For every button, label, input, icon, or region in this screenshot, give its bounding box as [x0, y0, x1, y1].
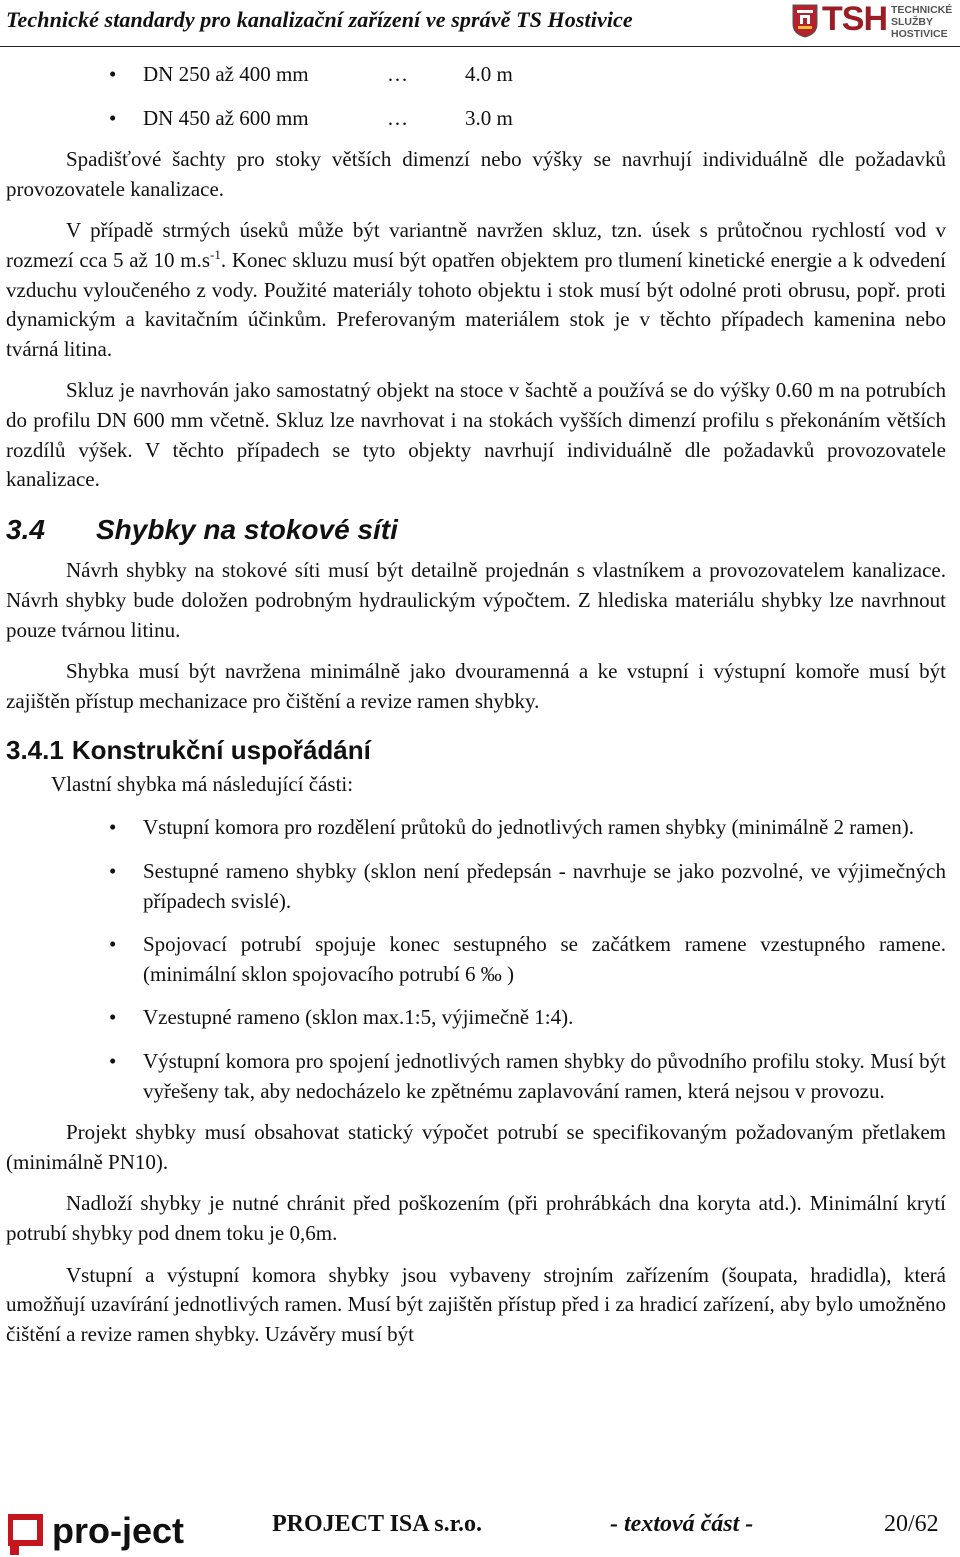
list-item: • Vstupní komora pro rozdělení průtoků do jednotlivých ramen shybky (minimálně 2 ramen).: [6, 813, 946, 843]
list-item: • DN 450 až 600 mm … 3.0 m: [6, 104, 946, 134]
paragraph: V případě strmých úseků může být variantně navržen skluz, tzn. úsek s průtočnou rychlostí vod v rozmezí cca 5 až 10 $m.s^{-1}$. Konec skluzu musí být opatřen objektem pro tlumení kinetické energie a k odvedení vzduchu vyloučeného z vody. Použité materiály tohoto objektu i stok musí být odolné proti obrusu, popř. proti dynamickým a kavitačním účinkům. Preferovaným materiálem stok je v těchto případech kamenina nebo tvárná litina.: [6, 218, 946, 361]
section-heading-3-4-1: 3.4.1 Konstrukční uspořádání: [6, 735, 371, 766]
list-item: • Vzestupné rameno (sklon max.1:5, výjimečně 1:4).: [6, 1003, 946, 1033]
paragraph: Projekt shybky musí obsahovat statický výpočet potrubí se specifikovaným požadovaným přetlakem (minimálně PN10).: [6, 1120, 946, 1174]
paragraph: Shybka musí být navržena minimálně jako dvouramenná a ke vstupní i výstupní komoře musí být zajištěn přístup mechanizace pro čištění a revize ramen shybky.: [6, 659, 946, 713]
paragraph: Vlastní shybka má následující části:: [51, 771, 354, 796]
page-number: 20/62: [884, 1511, 939, 1537]
company-name: PROJECT ISA s.r.o.: [272, 1511, 483, 1537]
tsh-logo: [792, 0, 953, 42]
pro-ject-logo-text: pro-ject: [52, 1510, 185, 1551]
pro-ject-logo: [8, 1509, 248, 1557]
page-header: [0, 0, 960, 47]
document-title: Technické standardy pro kanalizační zařízení ve správě TS Hostivice: [6, 7, 633, 32]
tsh-logo-text: TSH: [822, 0, 887, 38]
list-item: • Sestupné rameno shybky (sklon není předepsán - navrhuje se jako pozvolné, ve výjimečných případech svislé).: [6, 857, 946, 916]
paragraph: Skluz je navrhován jako samostatný objekt na stoce v šachtě a používá se do výšky 0.60 m na potrubích do profilu DN 600 mm včetně. Skluz lze navrhovat i na stokách vyšších dimenzí profilu s překonáním větších rozdílů výšek. V těchto případech se tyto objekty navrhují individuálně dle požadavků provozovatele kanalizace.: [6, 378, 946, 492]
paragraph: Nadloží shybky je nutné chránit před poškozením (při prohrábkách dna koryta atd.). Minimální krytí potrubí shybky pod dnem toku je 0,6m.: [6, 1191, 946, 1245]
paragraph: Návrh shybky na stokové síti musí být detailně projednán s vlastníkem a provozovatelem kanalizace. Návrh shybky bude doložen podrobným hydraulickým výpočtem. Z hlediska materiálu shybky lze navrhnout pouze tvárnou litinu.: [6, 558, 946, 642]
document-part: - textová část -: [610, 1511, 754, 1537]
parts-list: [6, 813, 946, 1106]
paragraph: Spadišťové šachty pro stoky větších dimenzí nebo výšky se navrhují individuálně dle požadavků provozovatele kanalizace.: [6, 147, 946, 201]
dn-list: [6, 60, 946, 133]
page-footer: [0, 1505, 960, 1557]
list-item: • Spojovací potrubí spojuje konec sestupného se začátkem ramene vzestupného ramene. (minimální sklon spojovacího potrubí 6 ‰ ): [6, 930, 946, 989]
page-content: [6, 60, 946, 1349]
list-item: • Výstupní komora pro spojení jednotlivých ramen shybky do původního profilu stoky. Musí být vyřešeny tak, aby nedocházelo ke zpětnému zaplavování ramen, která nejsou v provozu.: [6, 1047, 946, 1106]
tsh-logo-subtitle: TECHNICKÉ SLUŽBY HOSTIVICE: [891, 4, 953, 40]
paragraph: Vstupní a výstupní komora shybky jsou vybaveny strojním zařízením (šoupata, hradidla), která umožňují uzavírání jednotlivých ramen. Musí být zajištěn přístup před i za hradicí zařízení, aby bylo umožněno čištění a revize ramen shybky. Uzávěry musí být: [6, 1262, 946, 1346]
list-item: • DN 250 až 400 mm … 4.0 m: [6, 60, 946, 90]
coat-of-arms-icon: [792, 4, 818, 38]
section-heading-3-4: 3.4 Shybky na stokové síti: [6, 513, 398, 545]
